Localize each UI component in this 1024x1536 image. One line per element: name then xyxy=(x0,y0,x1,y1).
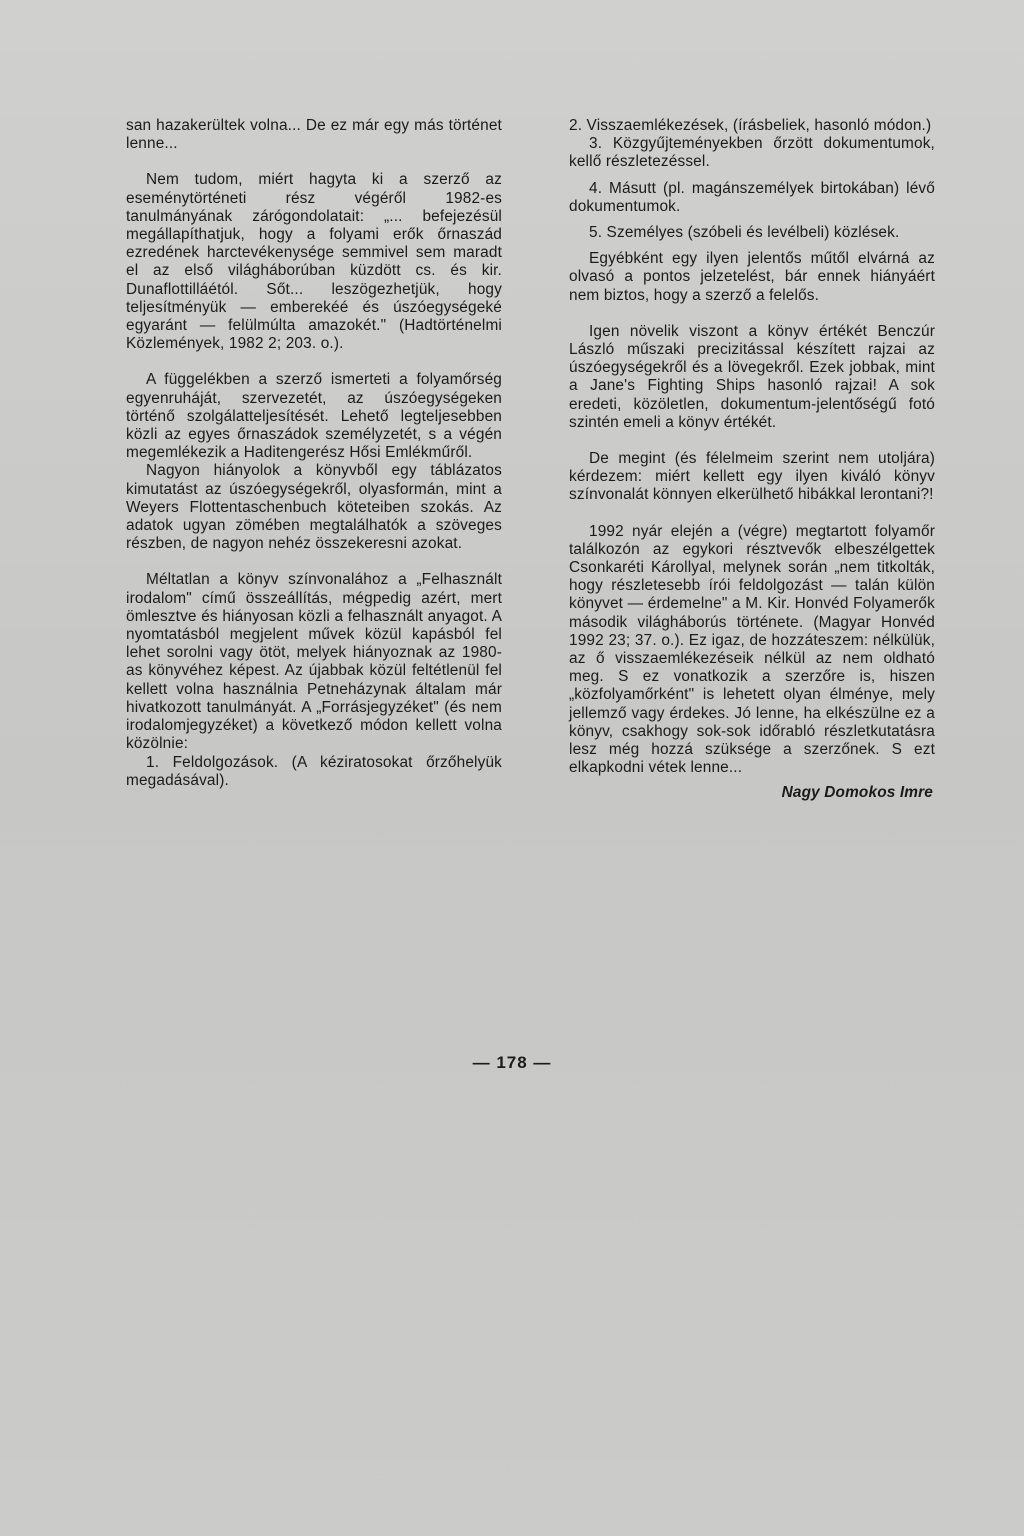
page-number: — 178 — xyxy=(472,1053,552,1072)
paragraph: Igen növelik viszont a könyv értékét Benczúr László műszaki precizitással készített rajzai az úszóegységekről és a lövegekről. Ezek jobbak, mint a Jane's Fighting Ships hasonló rajzai! A sok eredeti, közöletlen, dokumentum-jelentőségű fotó szintén emeli a könyv értékét. xyxy=(569,322,935,431)
paragraph: Méltatlan a könyv színvonalához a „Felhasznált irodalom" című összeállítás, mégpedig azért, mert ömlesztve és hiányosan közli a felhasznált anyagot. A nyomtatásból megjelent művek közül kapásból fel lehet sorolni vagy ötöt, melyek hiányoznak az 1980-as könyvéhez képest. Az újabbak közül feltétlenül fel kellett volna használnia Petneházynak általam már hivatkozott tanulmányát. A „Forrásjegyzéket" (és nem irodalomjegyzéket) a következő módon kellett volna közölnie: xyxy=(126,571,502,753)
list-item: 2. Visszaemlékezések, (írásbeliek, hasonló módon.) xyxy=(569,117,932,134)
author-signature: Nagy Domokos Imre xyxy=(781,783,933,801)
paragraph: De megint (és félelmeim szerint nem utoljára) kérdezem: miért kellett egy ilyen kiváló könyv színvonalát könnyen elkerülhető hibákkal lerontani?! xyxy=(569,450,935,504)
paragraph: 1992 nyár elején a (végre) megtartott folyamőr találkozón az egykori résztvevők elbeszélgettek Csonkaréti Károllyal, melynek során „nem titkolták, hogy részletesebb írói feldolgozást — talán külön könyvet — érdemelne" a M. Kir. Honvéd Folyamerők második világháborús története. (Magyar Honvéd 1992 23; 37. o.). Ez igaz, de hozzáteszem: nélkülük, az ő visszaemlékezéseik nélkül az nem oldható meg. S ez vonatkozik a szerzőre is, hiszen „közfolyamőrként" is lehetett olyan élménye, mely jellemző vagy érdekes. Jó lenne, ha elkészülne ez a könyv, csakhogy sok-sok időrabló részletkutatásra lesz még hozzá szüksége a szerzőnek. S ezt elkapkodni vétek lenne... xyxy=(569,522,935,777)
list-item: 1. Feldolgozások. (A kéziratosokat őrzőhelyük megadásával). xyxy=(126,753,502,789)
right-text-column xyxy=(569,117,935,802)
list-item: 5. Személyes (szóbeli és levélbeli) közlések. xyxy=(589,224,900,242)
paragraph: A függelékben a szerző ismerteti a folyamőrség egyenruháját, szervezetét, az úszóegységeken történő szolgálatteljesítését. Lehető legteljesebben közli az egyes őrnaszádok személyzetét, s a végén megemlékezik a Haditengerész Hősi Emlékműről. xyxy=(126,371,502,462)
paragraph: Egyébként egy ilyen jelentős műtől elvárná az olvasó a pontos jelzetelést, bár ennek hiányáért nem biztos, hogy a szerző a felelős. xyxy=(569,250,935,304)
paragraph: san hazakerültek volna... De ez már egy más történet lenne... xyxy=(126,117,502,153)
paragraph: Nem tudom, miért hagyta ki a szerző az eseménytörténeti rész végéről 1982-es tanulmányának zárógondolatait: „... befejezésül megállapíthatjuk, hogy a folyami erők őrnaszád ezredének harctevékenysége semmivel sem maradt el az első világháborúban küzdött cs. és kir. Dunaflottilláétól. Sőt... leszögezhetjük, hogy teljesítményük — emberekéé és úszóegységeké egyaránt — felülmúlta amazokét." (Hadtörténelmi Közlemények, 1982 2; 203. o.). xyxy=(126,171,502,353)
list-item: 4. Másutt (pl. magánszemélyek birtokában) lévő dokumentumok. xyxy=(569,179,935,215)
left-text-column xyxy=(126,117,502,790)
paragraph: Nagyon hiányolok a könyvből egy táblázatos kimutatást az úszóegységekről, olyasformán, mint a Weyers Flottentaschenbuch köteteiben szokás. Az adatok ugyan zömében megtalálhatók a szöveges részben, de nagyon nehéz összekeresni azokat. xyxy=(126,462,502,553)
list-item: 3. Közgyűjteményekben őrzött dokumentumok, kellő részletezéssel. xyxy=(569,135,935,171)
